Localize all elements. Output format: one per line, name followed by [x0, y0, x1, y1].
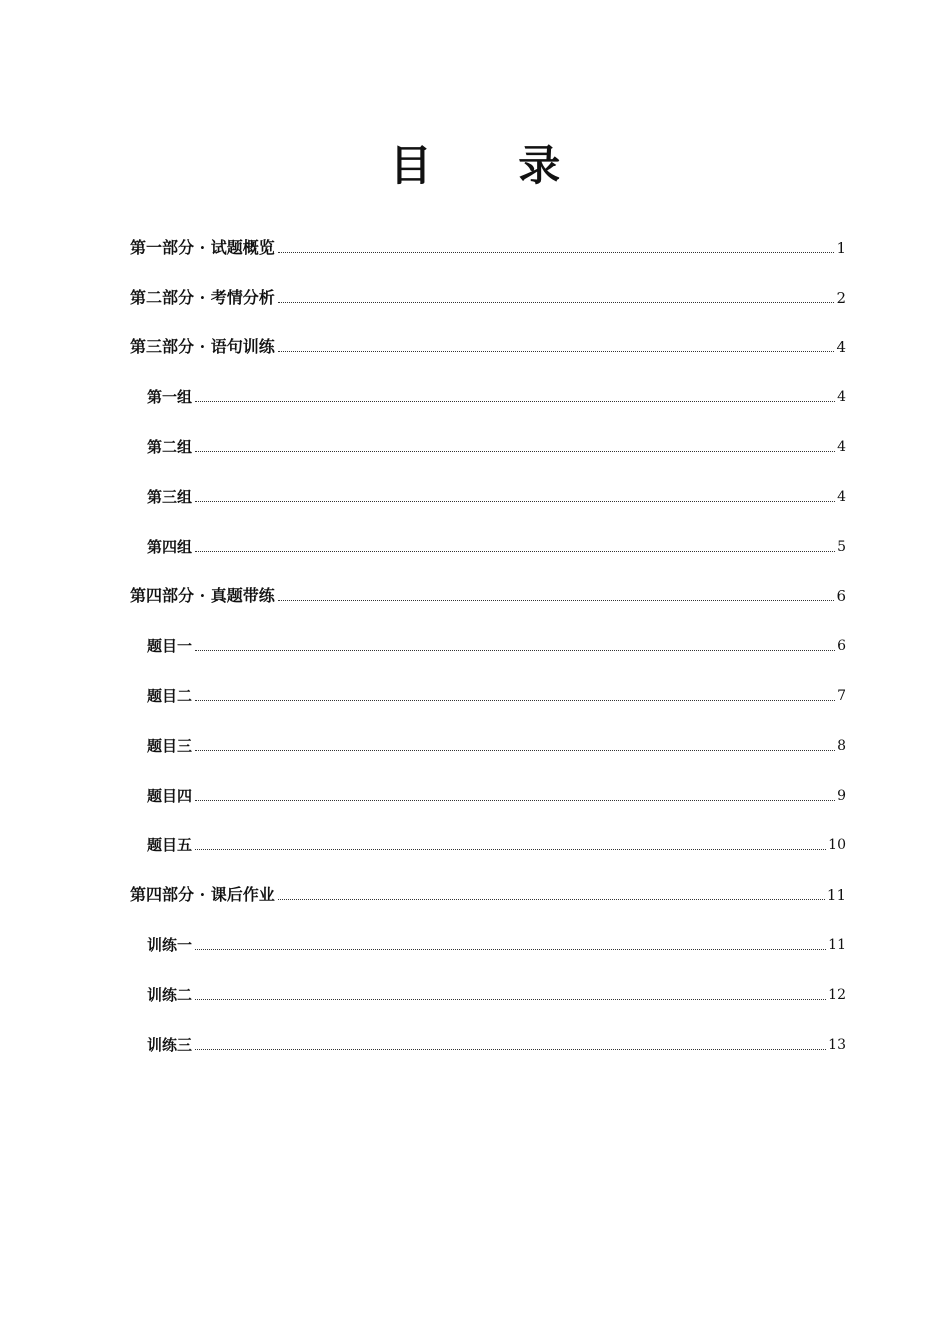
toc-entry-part-4-homework[interactable] — [130, 861, 846, 911]
dot-leader — [195, 1049, 826, 1050]
toc-entry-page-number: 8 — [837, 737, 846, 754]
dot-leader — [195, 700, 835, 701]
page-title: 目 录 — [389, 141, 597, 190]
toc-entry-page-number: 10 — [828, 837, 846, 854]
toc-entry-label: 题目四 — [147, 786, 193, 805]
toc-entry-label: 题目一 — [147, 637, 193, 656]
toc-entry-label: 第二组 — [147, 437, 193, 456]
dot-leader — [278, 351, 835, 352]
dot-leader — [195, 650, 835, 651]
toc-entry-label: 第二部分 · 考情分析 — [130, 287, 275, 307]
toc-entry-question-1[interactable] — [130, 612, 846, 662]
toc-entry-page-number: 5 — [837, 538, 846, 555]
toc-entry-label: 题目二 — [147, 686, 193, 705]
toc-entry-page-number: 12 — [828, 986, 846, 1003]
toc-entry-group-3[interactable] — [130, 463, 846, 513]
toc-entry-part-1[interactable] — [130, 214, 846, 264]
toc-entry-page-number: 1 — [836, 238, 846, 257]
toc-entry-page-number: 7 — [837, 687, 846, 704]
toc-entry-page-number: 9 — [837, 787, 846, 804]
dot-leader — [195, 451, 835, 452]
toc-entry-label: 第四部分 · 课后作业 — [130, 885, 275, 905]
toc-entry-label: 第一部分 · 试题概览 — [130, 237, 275, 257]
toc-entry-group-1[interactable] — [130, 363, 846, 413]
toc-entry-question-5[interactable] — [130, 812, 846, 862]
toc-entry-part-2[interactable] — [130, 264, 846, 314]
toc-entry-group-2[interactable] — [130, 413, 846, 463]
toc-entry-label: 第四部分 · 真题带练 — [130, 586, 275, 606]
toc-entry-question-3[interactable] — [130, 712, 846, 762]
toc-entry-label: 第一组 — [147, 388, 193, 407]
toc-entry-label: 第四组 — [147, 537, 193, 556]
toc-entry-question-4[interactable] — [130, 762, 846, 812]
toc-entry-label: 第三组 — [147, 487, 193, 506]
toc-entry-part-4-practice[interactable] — [130, 563, 846, 613]
toc-entry-page-number: 4 — [837, 389, 846, 406]
dot-leader — [195, 949, 826, 950]
toc-entry-label: 第三部分 · 语句训练 — [130, 337, 275, 357]
dot-leader — [278, 302, 835, 303]
toc-entry-page-number: 4 — [836, 338, 846, 357]
dot-leader — [195, 501, 835, 502]
toc-entry-label: 训练一 — [147, 935, 193, 954]
dot-leader — [195, 849, 826, 850]
dot-leader — [195, 999, 826, 1000]
toc-entry-exercise-2[interactable] — [130, 961, 846, 1011]
toc-entry-part-3[interactable] — [130, 314, 846, 364]
table-of-contents — [130, 214, 846, 1061]
toc-entry-label: 题目五 — [147, 836, 193, 855]
toc-entry-label: 训练三 — [147, 1035, 193, 1054]
toc-entry-group-4[interactable] — [130, 513, 846, 563]
toc-entry-question-2[interactable] — [130, 662, 846, 712]
toc-entry-page-number: 11 — [828, 936, 846, 953]
toc-entry-page-number: 6 — [837, 638, 846, 655]
toc-entry-label: 题目三 — [147, 736, 193, 755]
toc-entry-page-number: 4 — [837, 438, 846, 455]
toc-entry-page-number: 2 — [836, 288, 846, 307]
toc-entry-label: 训练二 — [147, 985, 193, 1004]
dot-leader — [195, 750, 835, 751]
toc-entry-exercise-3[interactable] — [130, 1011, 846, 1061]
dot-leader — [195, 551, 835, 552]
toc-entry-exercise-1[interactable] — [130, 911, 846, 961]
dot-leader — [278, 899, 825, 900]
dot-leader — [195, 401, 835, 402]
dot-leader — [278, 600, 835, 601]
dot-leader — [195, 800, 835, 801]
dot-leader — [278, 252, 835, 253]
toc-entry-page-number: 4 — [837, 488, 846, 505]
toc-entry-page-number: 13 — [828, 1036, 846, 1053]
toc-entry-page-number: 6 — [836, 587, 846, 606]
toc-entry-page-number: 11 — [826, 886, 846, 905]
